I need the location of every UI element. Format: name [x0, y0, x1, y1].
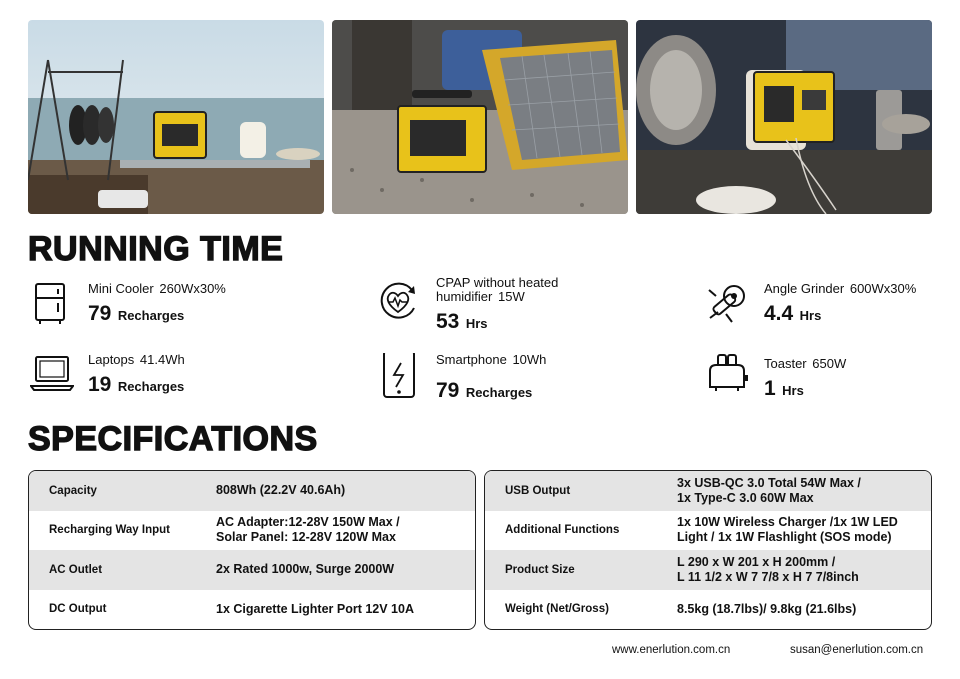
spec-table-left: [28, 470, 476, 630]
spec-row: [485, 511, 931, 551]
running-time-label: Angle Grinder: [764, 281, 845, 296]
running-time-unit: Hrs: [799, 308, 822, 323]
running-time-spec: 41.4Wh: [139, 352, 185, 367]
running-time-spec: 15W: [497, 289, 525, 304]
spec-value: AC Adapter:12-28V 150W Max / Solar Panel: 12-28V 120W Max: [216, 515, 400, 545]
running-time-spec: 600Wx30%: [849, 281, 917, 296]
running-time-heading: RUNNING TIME: [28, 230, 284, 268]
running-time-spec: 260Wx30%: [159, 281, 226, 296]
running-time-unit: Hrs: [782, 383, 804, 398]
running-time-value: 4.4: [764, 302, 794, 325]
spec-row: [485, 590, 931, 630]
running-time-unit: Recharges: [465, 385, 533, 400]
smartphone-icon: [378, 353, 418, 397]
running-time-value: 19: [88, 373, 112, 396]
running-time-label: CPAP without heated humidifier: [436, 275, 559, 304]
outdoor-kitchen-photo: [636, 20, 932, 214]
photo-strip: [28, 20, 932, 214]
running-time-value: 79: [88, 302, 112, 325]
spec-key: Additional Functions: [505, 524, 620, 537]
running-time-unit: Recharges: [117, 308, 185, 323]
spec-row: [485, 471, 931, 511]
running-time-label: Toaster: [764, 356, 807, 371]
website-link[interactable]: www.enerlution.com.cn: [612, 644, 731, 656]
running-time-spec: 10Wh: [512, 352, 547, 367]
spec-row: [29, 511, 475, 551]
spec-key: AC Outlet: [49, 563, 103, 576]
running-time-value: 79: [436, 379, 460, 402]
running-time-unit: Hrs: [465, 316, 488, 331]
spec-value: 1x Cigarette Lighter Port 12V 10A: [216, 601, 414, 616]
laptop-icon: [30, 353, 70, 397]
running-time-label: Mini Cooler: [88, 281, 154, 296]
spec-key: Recharging Way Input: [49, 524, 170, 537]
running-time-spec: 650W: [812, 356, 847, 371]
mini-fridge-icon: [30, 282, 70, 326]
spec-value: 808Wh (22.2V 40.6Ah): [216, 483, 346, 498]
running-time-value: 53: [436, 310, 460, 333]
cpap-heart-icon: [378, 280, 418, 324]
toaster-icon: [706, 351, 746, 395]
running-time-value: 1: [764, 377, 776, 400]
spec-value: L 290 x W 201 x H 200mm / L 11 1/2 x W 7 7/8 x H 7 7/8inch: [677, 554, 859, 584]
spec-key: Weight (Net/Gross): [505, 603, 609, 616]
spec-key: Product Size: [505, 563, 575, 576]
spec-row: [29, 590, 475, 630]
running-time-unit: Recharges: [117, 379, 185, 394]
spec-row: [485, 550, 931, 590]
spec-value: 3x USB-QC 3.0 Total 54W Max / 1x Type-C 3.0 60W Max: [677, 475, 861, 505]
spec-row: [29, 471, 475, 511]
spec-value: 1x 10W Wireless Charger /1x 1W LED Light / 1x 1W Flashlight (SOS mode): [677, 515, 898, 545]
running-time-label: Laptops: [88, 352, 135, 367]
angle-grinder-icon: [706, 282, 746, 326]
beach-camping-photo: [28, 20, 324, 214]
specifications-heading: SPECIFICATIONS: [28, 420, 318, 458]
spec-key: USB Output: [505, 484, 571, 497]
spec-key: DC Output: [49, 603, 107, 616]
spec-row: [29, 550, 475, 590]
spec-value: 2x Rated 1000w, Surge 2000W: [216, 562, 395, 577]
spec-value: 8.5kg (18.7lbs)/ 9.8kg (21.6lbs): [677, 601, 857, 616]
email-link[interactable]: susan@enerlution.com.cn: [790, 644, 924, 656]
spec-key: Capacity: [49, 484, 97, 497]
running-time-label: Smartphone: [436, 352, 507, 367]
solar-panel-photo: [332, 20, 628, 214]
spec-table-right: [484, 470, 932, 630]
